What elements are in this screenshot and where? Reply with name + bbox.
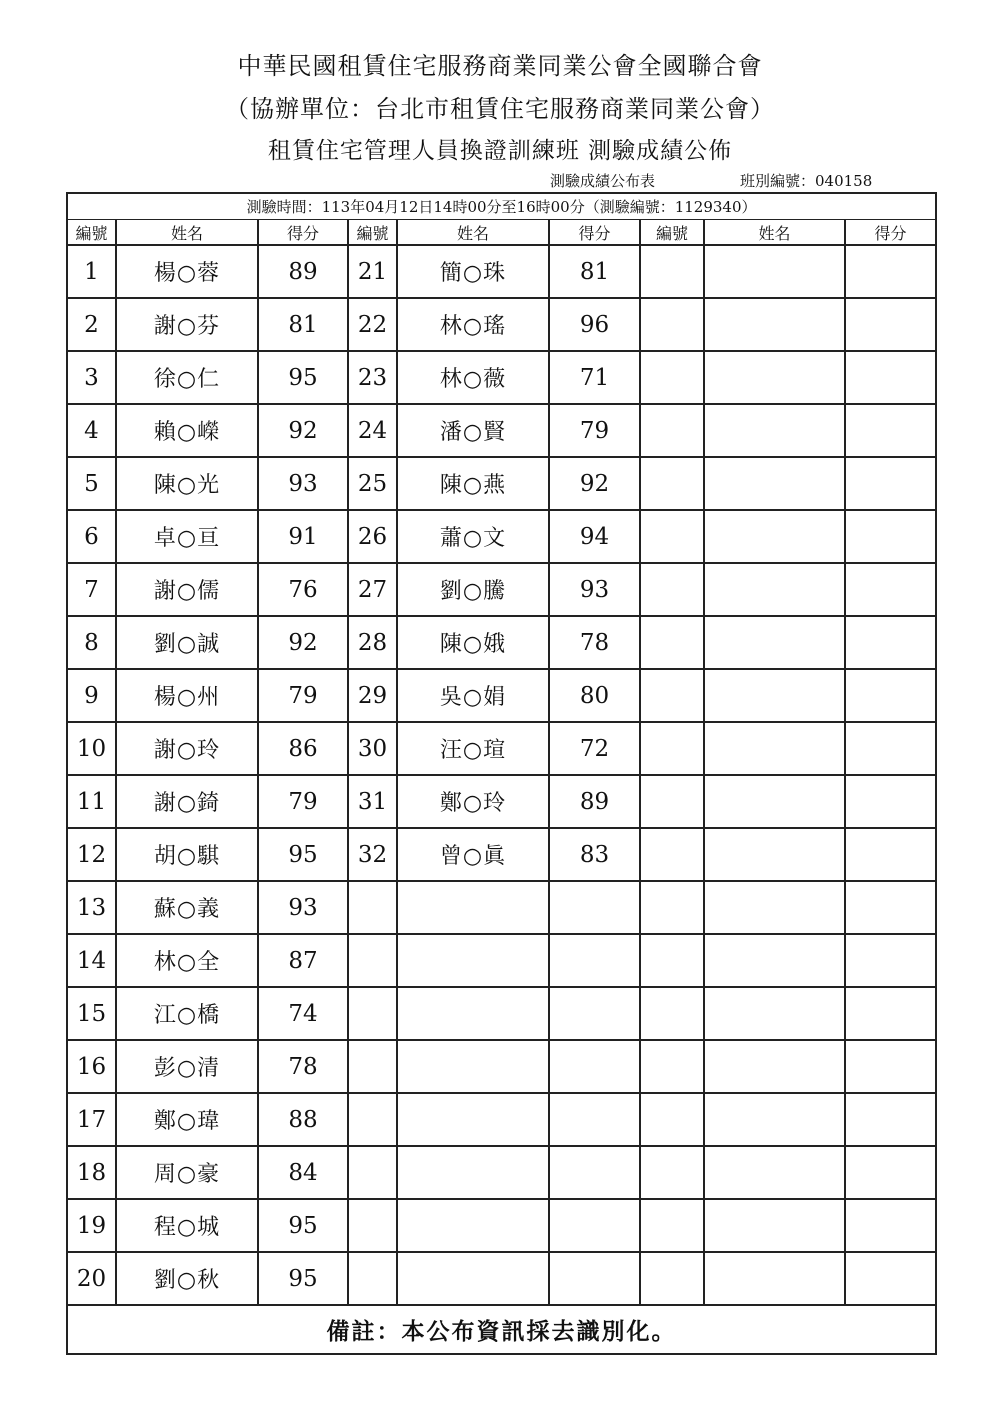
cell-no: 27 [348, 563, 397, 616]
cell-name [397, 1252, 549, 1305]
table-row [67, 722, 936, 775]
cell-name: 楊○蓉 [116, 245, 258, 298]
cell-score: 81 [258, 298, 348, 351]
cell-name [397, 934, 549, 987]
cell-score: 91 [258, 510, 348, 563]
cell-score [845, 934, 936, 987]
cell-score [845, 298, 936, 351]
cell-name: 程○城 [116, 1199, 258, 1252]
exam-time: 測驗時間：113年04月12日14時00分至16時00分（測驗編號：1129340） [67, 193, 936, 220]
cell-score: 83 [549, 828, 640, 881]
cell-score [845, 881, 936, 934]
cell-score: 95 [258, 351, 348, 404]
cell-no: 12 [67, 828, 116, 881]
col-header-name: 姓名 [397, 220, 549, 246]
cell-name: 胡○騏 [116, 828, 258, 881]
cell-no [640, 245, 704, 298]
col-header-no: 編號 [348, 220, 397, 246]
cell-score: 95 [258, 1252, 348, 1305]
cell-name [704, 987, 845, 1040]
cell-no: 29 [348, 669, 397, 722]
cell-no: 7 [67, 563, 116, 616]
table-row [67, 457, 936, 510]
table-row [67, 987, 936, 1040]
cell-name: 徐○仁 [116, 351, 258, 404]
sheet-label: 測驗成績公布表 [550, 172, 656, 190]
cell-no [640, 881, 704, 934]
cell-score [845, 669, 936, 722]
cell-score [845, 1199, 936, 1252]
cell-no: 32 [348, 828, 397, 881]
cell-score [549, 1146, 640, 1199]
table-row [67, 616, 936, 669]
cell-no [640, 1199, 704, 1252]
cell-score [845, 722, 936, 775]
cell-name: 江○橋 [116, 987, 258, 1040]
cell-name [704, 457, 845, 510]
cell-score: 80 [549, 669, 640, 722]
table-row [67, 404, 936, 457]
cell-name [704, 616, 845, 669]
cell-name: 劉○秋 [116, 1252, 258, 1305]
cell-no [640, 775, 704, 828]
cell-name: 蘇○義 [116, 881, 258, 934]
cell-score [845, 404, 936, 457]
cell-name [704, 934, 845, 987]
cell-score [845, 1252, 936, 1305]
cell-name: 鄭○瑋 [116, 1093, 258, 1146]
cell-name [704, 404, 845, 457]
cell-no: 11 [67, 775, 116, 828]
cell-score [845, 1146, 936, 1199]
cell-name: 謝○錡 [116, 775, 258, 828]
cell-name: 曾○眞 [397, 828, 549, 881]
cell-score [845, 510, 936, 563]
cell-name: 蕭○文 [397, 510, 549, 563]
cell-name [397, 1199, 549, 1252]
cell-no [640, 934, 704, 987]
cell-name: 簡○珠 [397, 245, 549, 298]
cell-name: 彭○清 [116, 1040, 258, 1093]
cell-name [704, 1199, 845, 1252]
cell-no: 28 [348, 616, 397, 669]
cell-name: 謝○儒 [116, 563, 258, 616]
cell-name: 謝○芬 [116, 298, 258, 351]
col-header-score: 得分 [845, 220, 936, 246]
cell-name: 汪○瑄 [397, 722, 549, 775]
cell-name [704, 563, 845, 616]
cell-no [640, 563, 704, 616]
cell-score [845, 351, 936, 404]
cell-score: 79 [549, 404, 640, 457]
cell-score [845, 1040, 936, 1093]
cell-name: 卓○亘 [116, 510, 258, 563]
cell-score: 86 [258, 722, 348, 775]
cell-score: 72 [549, 722, 640, 775]
cell-score: 92 [258, 404, 348, 457]
cell-score: 78 [258, 1040, 348, 1093]
cell-name: 劉○騰 [397, 563, 549, 616]
cell-no [640, 351, 704, 404]
cell-name [397, 1146, 549, 1199]
cell-score [845, 457, 936, 510]
cell-no: 25 [348, 457, 397, 510]
cell-no: 9 [67, 669, 116, 722]
cell-no: 30 [348, 722, 397, 775]
table-row [67, 828, 936, 881]
cell-no: 26 [348, 510, 397, 563]
cell-name [704, 1040, 845, 1093]
cell-score: 89 [258, 245, 348, 298]
organizer-line: （協辦單位：台北市租賃住宅服務商業同業公會） [225, 95, 775, 123]
cell-score: 84 [258, 1146, 348, 1199]
table-row [67, 775, 936, 828]
cell-no [640, 828, 704, 881]
cell-name: 陳○燕 [397, 457, 549, 510]
cell-no: 2 [67, 298, 116, 351]
cell-name [397, 1040, 549, 1093]
cell-score: 95 [258, 828, 348, 881]
cell-name [397, 987, 549, 1040]
cell-score [845, 616, 936, 669]
cell-name [397, 1093, 549, 1146]
cell-score: 79 [258, 669, 348, 722]
cell-score: 79 [258, 775, 348, 828]
cell-no: 1 [67, 245, 116, 298]
cell-score [549, 1252, 640, 1305]
cell-no: 4 [67, 404, 116, 457]
cell-no: 20 [67, 1252, 116, 1305]
cell-score [845, 245, 936, 298]
cell-no [348, 934, 397, 987]
cell-no: 8 [67, 616, 116, 669]
cell-name: 劉○誠 [116, 616, 258, 669]
cell-no [348, 881, 397, 934]
cell-score: 78 [549, 616, 640, 669]
cell-name: 謝○玲 [116, 722, 258, 775]
cell-name: 潘○賢 [397, 404, 549, 457]
col-header-name: 姓名 [116, 220, 258, 246]
cell-name: 林○瑤 [397, 298, 549, 351]
cell-name: 鄭○玲 [397, 775, 549, 828]
cell-no [348, 987, 397, 1040]
cell-no: 10 [67, 722, 116, 775]
page-title: 中華民國租賃住宅服務商業同業公會全國聯合會 [237, 52, 763, 80]
cell-score: 81 [549, 245, 640, 298]
cell-score [845, 828, 936, 881]
cell-score [549, 934, 640, 987]
remark-note: 備註：本公布資訊採去識別化。 [67, 1305, 936, 1354]
cell-name [704, 510, 845, 563]
cell-score: 94 [549, 510, 640, 563]
cell-no: 23 [348, 351, 397, 404]
cell-no [640, 987, 704, 1040]
table-row [67, 298, 936, 351]
cell-no: 19 [67, 1199, 116, 1252]
cell-score [845, 987, 936, 1040]
cell-score: 71 [549, 351, 640, 404]
cell-no: 13 [67, 881, 116, 934]
col-header-no: 編號 [640, 220, 704, 246]
cell-no: 17 [67, 1093, 116, 1146]
cell-name: 陳○光 [116, 457, 258, 510]
cell-score [845, 775, 936, 828]
cell-score: 92 [258, 616, 348, 669]
cell-no: 6 [67, 510, 116, 563]
cell-score: 96 [549, 298, 640, 351]
col-header-score: 得分 [258, 220, 348, 246]
cell-no: 22 [348, 298, 397, 351]
table-row [67, 934, 936, 987]
cell-name [704, 1093, 845, 1146]
cell-name [704, 1146, 845, 1199]
cell-name [704, 245, 845, 298]
table-row [67, 881, 936, 934]
table-row [67, 245, 936, 298]
table-row [67, 1146, 936, 1199]
cell-no [348, 1252, 397, 1305]
table-row [67, 1199, 936, 1252]
cell-score: 93 [549, 563, 640, 616]
table-row [67, 351, 936, 404]
cell-no [640, 457, 704, 510]
table-row [67, 1040, 936, 1093]
cell-name [704, 669, 845, 722]
cell-no [640, 1093, 704, 1146]
cell-score: 93 [258, 881, 348, 934]
cell-name: 吳○娟 [397, 669, 549, 722]
cell-no [348, 1199, 397, 1252]
cell-no: 31 [348, 775, 397, 828]
cell-no: 18 [67, 1146, 116, 1199]
cell-score: 93 [258, 457, 348, 510]
table-row [67, 563, 936, 616]
cell-name [704, 298, 845, 351]
cell-no [640, 404, 704, 457]
cell-no [640, 669, 704, 722]
cell-no: 24 [348, 404, 397, 457]
cell-score: 76 [258, 563, 348, 616]
score-table [66, 192, 937, 1355]
cell-score [549, 1040, 640, 1093]
cell-score [549, 1199, 640, 1252]
cell-no: 16 [67, 1040, 116, 1093]
cell-score: 95 [258, 1199, 348, 1252]
cell-no [640, 1040, 704, 1093]
cell-no: 3 [67, 351, 116, 404]
cell-score [845, 1093, 936, 1146]
cell-no [348, 1093, 397, 1146]
cell-score [549, 1093, 640, 1146]
cell-no [348, 1146, 397, 1199]
cell-name: 周○豪 [116, 1146, 258, 1199]
cell-name [704, 828, 845, 881]
cell-no [640, 616, 704, 669]
cell-no [640, 1146, 704, 1199]
cell-name [704, 881, 845, 934]
cell-no [640, 1252, 704, 1305]
col-header-name: 姓名 [704, 220, 845, 246]
col-header-score: 得分 [549, 220, 640, 246]
cell-score [845, 563, 936, 616]
table-row [67, 669, 936, 722]
cell-no: 21 [348, 245, 397, 298]
cell-no [640, 722, 704, 775]
table-row [67, 510, 936, 563]
cell-score: 88 [258, 1093, 348, 1146]
cell-name: 楊○州 [116, 669, 258, 722]
page-subtitle: 租賃住宅管理人員換證訓練班 測驗成績公佈 [267, 138, 733, 164]
cell-name: 林○薇 [397, 351, 549, 404]
cell-score: 89 [549, 775, 640, 828]
cell-no: 15 [67, 987, 116, 1040]
cell-name: 林○全 [116, 934, 258, 987]
header-row [67, 220, 936, 246]
table-row [67, 1093, 936, 1146]
cell-no [348, 1040, 397, 1093]
cell-no [640, 510, 704, 563]
cell-score [549, 987, 640, 1040]
cell-score: 92 [549, 457, 640, 510]
cell-no [640, 298, 704, 351]
col-header-no: 編號 [67, 220, 116, 246]
table-row [67, 1252, 936, 1305]
cell-name [704, 351, 845, 404]
cell-name [704, 775, 845, 828]
cell-no: 14 [67, 934, 116, 987]
cell-score [549, 881, 640, 934]
cell-score: 87 [258, 934, 348, 987]
cell-name: 陳○娥 [397, 616, 549, 669]
cell-name [704, 722, 845, 775]
class-number: 班別編號：040158 [740, 172, 873, 190]
cell-name [704, 1252, 845, 1305]
cell-name: 賴○嶸 [116, 404, 258, 457]
cell-no: 5 [67, 457, 116, 510]
cell-name [397, 881, 549, 934]
cell-score: 74 [258, 987, 348, 1040]
